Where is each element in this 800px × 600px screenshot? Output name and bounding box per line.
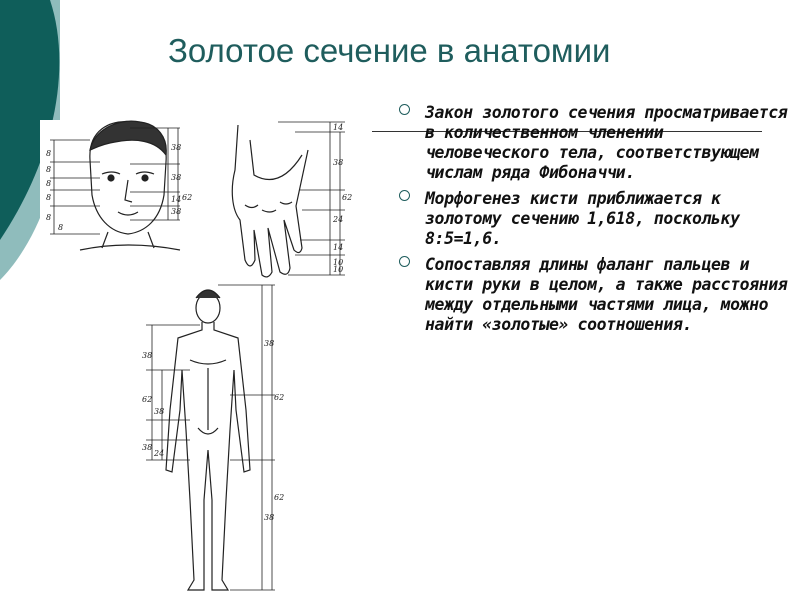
- face-drawing: [80, 121, 180, 250]
- bullet-item: [395, 189, 790, 249]
- svg-text:8: 8: [46, 213, 52, 222]
- svg-text:8: 8: [58, 223, 64, 232]
- circle-bullet-icon: [399, 104, 410, 115]
- svg-text:38: 38: [264, 513, 275, 522]
- bullet-item: [395, 103, 790, 183]
- svg-text:38: 38: [171, 173, 182, 182]
- svg-text:38: 38: [154, 407, 165, 416]
- svg-text:38: 38: [171, 143, 182, 152]
- svg-text:62: 62: [274, 393, 285, 402]
- svg-text:10: 10: [333, 265, 344, 274]
- bullet-text: Сопоставляя длины фаланг пальцев и кисти руки в целом, а также расстояния между отдельными частями лица, можно найти «золотые» соотношения.: [425, 255, 788, 334]
- anatomy-illustration: [40, 110, 390, 600]
- svg-text:62: 62: [274, 493, 285, 502]
- svg-text:10: 10: [333, 258, 344, 267]
- svg-text:14: 14: [333, 123, 344, 132]
- bullet-text: Морфогенез кисти приближается к золотому сечению 1,618, поскольку 8:5=1,6.: [425, 189, 740, 248]
- circle-bullet-icon: [399, 256, 410, 267]
- svg-text:62: 62: [342, 193, 353, 202]
- svg-text:8: 8: [46, 165, 52, 174]
- svg-text:24: 24: [333, 215, 344, 224]
- slide-title: Золотое сечение в анатомии: [168, 32, 611, 69]
- svg-text:62: 62: [182, 193, 193, 202]
- svg-text:14: 14: [171, 195, 182, 204]
- svg-text:14: 14: [333, 243, 344, 252]
- svg-text:8: 8: [46, 193, 52, 202]
- svg-text:8: 8: [46, 179, 52, 188]
- hand-drawing: [232, 125, 308, 277]
- circle-bullet-icon: [399, 190, 410, 201]
- bullet-list: [395, 103, 790, 341]
- svg-text:62: 62: [142, 395, 153, 404]
- svg-text:8: 8: [46, 149, 52, 158]
- svg-text:38: 38: [264, 339, 275, 348]
- bullet-text: Закон золотого сечения просматривается в количественном членении человеческого тела, соответствующем числам ряда Фибоначчи.: [425, 103, 788, 182]
- svg-text:38: 38: [333, 158, 344, 167]
- svg-text:38: 38: [171, 207, 182, 216]
- svg-text:38: 38: [142, 443, 153, 452]
- bullet-item: [395, 255, 790, 335]
- svg-text:38: 38: [142, 351, 153, 360]
- svg-text:24: 24: [154, 449, 165, 458]
